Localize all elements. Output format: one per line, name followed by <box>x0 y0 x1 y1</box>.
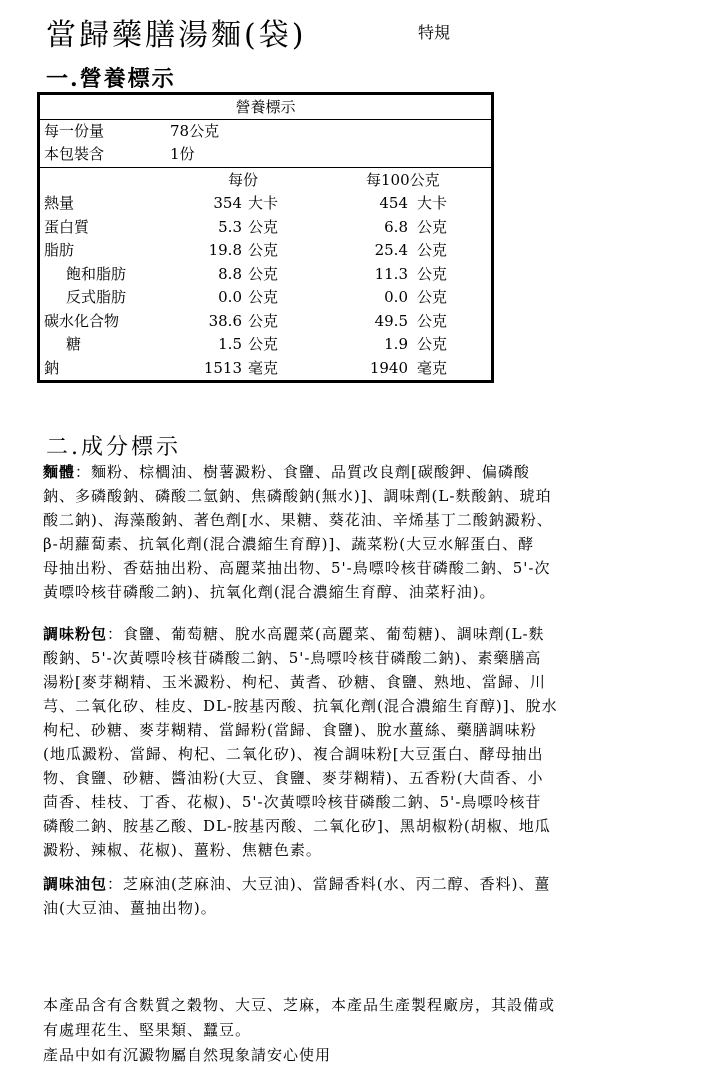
per-100g-unit: 公克 <box>417 335 448 353</box>
per-100g-unit: 公克 <box>417 288 448 306</box>
per-serving-value: 354 <box>213 194 242 212</box>
oil-label: 調味油包 <box>43 875 108 893</box>
per-serving-value: 1.5 <box>218 335 242 353</box>
serving-label: 每一份量 <box>44 122 105 140</box>
nutrient-name: 鈉 <box>44 358 60 377</box>
per-serving-unit: 公克 <box>248 335 279 353</box>
per-serving-unit: 大卡 <box>248 194 279 212</box>
per-100g-unit: 公克 <box>417 241 448 259</box>
per-100g-value: 1.9 <box>384 335 408 353</box>
nutrient-name: 反式脂肪 <box>66 288 127 306</box>
nutrition-table-title: 營養標示 <box>40 95 491 120</box>
table-divider <box>40 167 491 168</box>
per-serving-unit: 公克 <box>248 264 279 283</box>
servings-label: 本包裝含 <box>44 145 105 163</box>
oil-ingredients: 調味油包：芝麻油(芝麻油、大豆油)、當歸香料(水、丙二醇、香料)、薑 油(大豆油、薑抽出物)。 <box>43 875 551 917</box>
per-100g-value: 25.4 <box>374 241 408 259</box>
product-title: 當歸藥膳湯麵(袋) <box>46 18 307 53</box>
per-100g-value: 49.5 <box>374 311 408 330</box>
nutrient-name: 糖 <box>66 335 82 353</box>
per-100g-unit: 毫克 <box>417 358 448 377</box>
per-100g-value: 6.8 <box>384 217 408 236</box>
nutrient-name: 飽和脂肪 <box>66 264 127 283</box>
powder-ingredients: 調味粉包：食鹽、葡萄糖、脫水高麗菜(高麗菜、葡萄糖)、調味劑(L-麩 酸鈉、5'-次黃嘌呤核苷磷酸二鈉、5'-鳥嘌呤核苷磷酸二鈉)、素藥膳高 湯粉[麥芽糊精、玉米澱粉、枸杞、黃耆、砂糖、食鹽、熟地、當歸、川 芎、二氧化矽、桂皮、DL-胺基丙酸、抗氧化劑(混合濃縮生育醇)]、脫水 枸杞、砂糖、麥芽糊精、當歸粉(當歸、食鹽)、脫水薑絲、藥膳調味粉 (地瓜澱粉、當歸、枸杞、二氧化矽)、複合調味粉[大豆蛋白、酵母抽出 物、食鹽、砂糖、醬油粉(大豆、食鹽、麥芽糊精)、五香粉(大茴香、小 茴香、桂枝、丁香、花椒)、5'-次黃嘌呤核苷磷酸二鈉、5'-鳥嘌呤核苷 磷酸二鈉、胺基乙酸、DL-胺基丙酸、二氧化矽]、黑胡椒粉(胡椒、地瓜 澱粉、辣椒、花椒)、薑粉、焦糖色素。 <box>43 625 558 859</box>
serving-value: 78公克 <box>170 122 220 140</box>
noodle-ingredients: 麵體：麵粉、棕櫚油、樹薯澱粉、食鹽、品質改良劑[碳酸鉀、偏磷酸 鈉、多磷酸鈉、磷酸二氫鈉、焦磷酸鈉(無水)]、調味劑(L-麩酸鈉、琥珀 酸二鈉)、海藻酸鈉、著色劑[水、果糖、葵花油、辛烯基丁二酸鈉澱粉、 β-胡蘿蔔素、抗氧化劑(混合濃縮生育醇)]、蔬菜粉(大豆水解蛋白、酵 母抽出粉、香菇抽出粉、高麗菜抽出物、5'-鳥嘌呤核苷磷酸二鈉、5'-次 黃嘌呤核苷磷酸二鈉)、抗氧化劑(混合濃縮生育醇、油菜籽油)。 <box>43 463 553 601</box>
per-serving-value: 5.3 <box>218 217 242 236</box>
per-100g-unit: 公克 <box>417 264 448 283</box>
spec-label: 特規 <box>418 23 451 42</box>
servings-value: 1份 <box>170 145 195 163</box>
ingredients-heading: 二.成分標示 <box>46 435 181 460</box>
nutrient-name: 蛋白質 <box>44 217 90 236</box>
per-100g-value: 454 <box>379 194 408 212</box>
per-serving-unit: 公克 <box>248 311 279 330</box>
nutrition-heading: 一.營養標示 <box>46 66 176 92</box>
nutrient-name: 脂肪 <box>44 241 75 259</box>
per-serving-value: 1513 <box>203 358 242 377</box>
noodle-label: 麵體 <box>43 463 76 481</box>
per-serving-value: 19.8 <box>208 241 242 259</box>
per-100g-value: 11.3 <box>374 264 408 283</box>
per-serving-unit: 公克 <box>248 288 279 306</box>
per-100g-unit: 公克 <box>417 217 448 236</box>
allergen-notice: 本產品含有含麩質之穀物、大豆、芝麻，本產品生產製程廠房，其設備或 有處理花生、堅果類、蠶豆。 產品中如有沉澱物屬自然現象請安心使用 <box>43 996 556 1064</box>
powder-label: 調味粉包 <box>43 625 108 643</box>
col-per-100g: 每100公克 <box>366 171 440 189</box>
per-serving-unit: 公克 <box>248 217 279 236</box>
nutrition-table <box>37 92 494 383</box>
per-serving-unit: 公克 <box>248 241 279 259</box>
per-serving-value: 38.6 <box>208 311 242 330</box>
per-100g-value: 0.0 <box>384 288 408 306</box>
per-serving-value: 0.0 <box>218 288 242 306</box>
per-100g-unit: 公克 <box>417 311 448 330</box>
nutrient-name: 熱量 <box>44 194 75 212</box>
per-100g-value: 1940 <box>369 358 408 377</box>
nutrient-name: 碳水化合物 <box>44 311 120 330</box>
per-serving-unit: 毫克 <box>248 358 279 377</box>
col-per-serving: 每份 <box>228 171 259 189</box>
per-100g-unit: 大卡 <box>417 194 448 212</box>
per-serving-value: 8.8 <box>218 264 242 283</box>
